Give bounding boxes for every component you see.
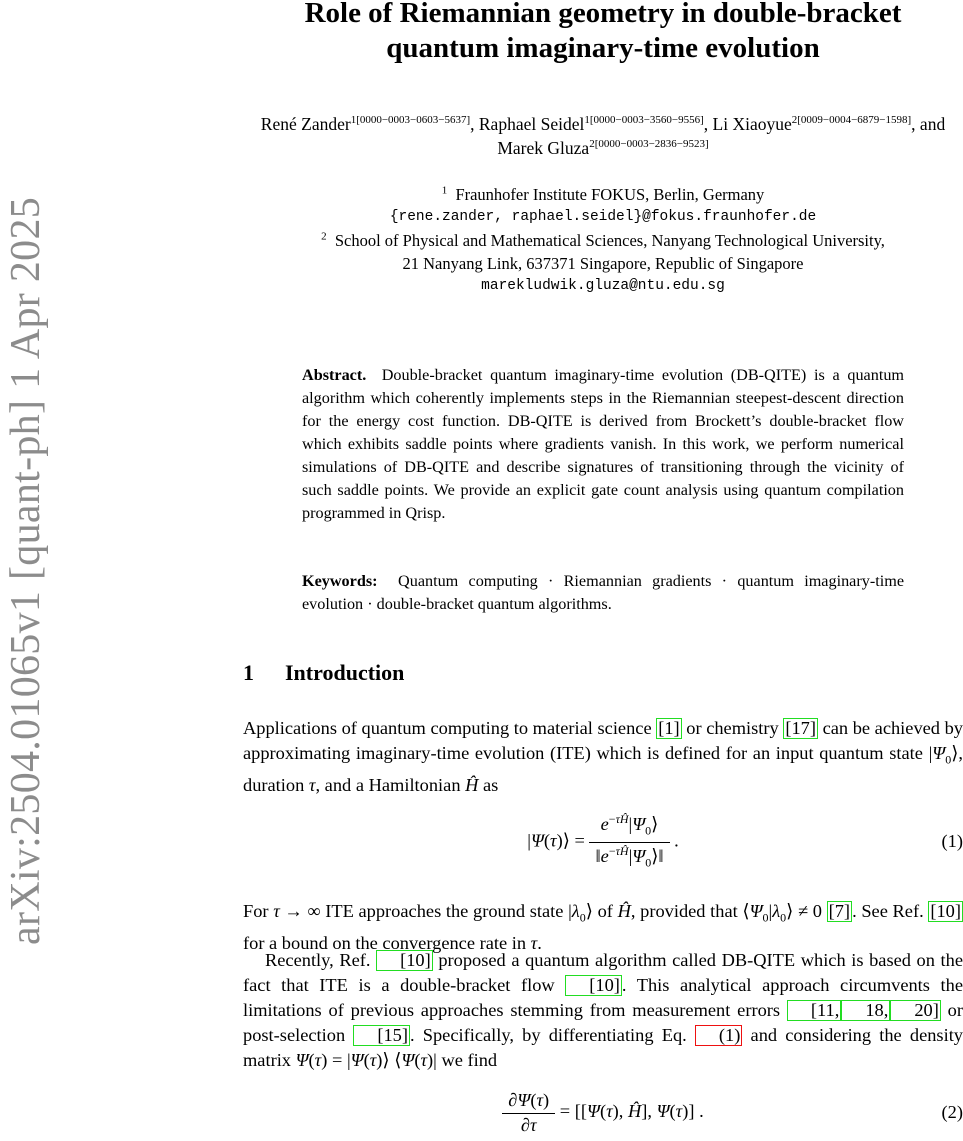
- affiliation-2: $^2$ School of Physical and Mathematical Sciences, Nanyang Technological University,: [321, 230, 885, 250]
- affiliation-2-address: 21 Nanyang Link, 637371 Singapore, Republic of Singapore: [402, 254, 804, 273]
- author-orcid: 1[0000−0003−0603−5637]: [350, 114, 471, 127]
- equation-1: [243, 811, 963, 874]
- equation-reference-link[interactable]: (1): [695, 1025, 742, 1046]
- author-name: Li Xiaoyue: [712, 114, 792, 134]
- author-orcid: 2[0009−0004−6879−1598]: [791, 114, 912, 127]
- author-name: Raphael Seidel: [478, 114, 585, 134]
- intro-paragraph-1: Applications of quantum computing to material science [1] or chemistry [17] can be achieved by approximating imaginary-time evolution (ITE) which is defined for an input quantum state $|\Psi_0⟩$, duration τ, and a Hamiltonian Ĥ as: [243, 718, 963, 795]
- citation-link[interactable]: [10]: [376, 950, 433, 971]
- math-inline: Ĥ: [465, 774, 479, 795]
- affiliation-1-email[interactable]: {rene.zander, raphael.seidel}@fokus.fraunhofer.de: [389, 209, 817, 225]
- math-inline: $⟨\Psi_0|\lambda_0⟩ \ne 0$: [742, 901, 822, 925]
- equation-2-number: (2): [941, 1102, 963, 1122]
- math-inline: $|\Psi_0⟩$: [928, 743, 959, 767]
- citation-link[interactable]: 18,: [841, 1000, 890, 1021]
- intro-paragraph-2: For τ → ∞ ITE approaches the ground state $|\lambda_0⟩$ of Ĥ, provided that $⟨\Psi_0|\lambda_0⟩ \ne 0$ [7] . See Ref. [10] for a bound on the convergence rate in τ.: [243, 901, 961, 953]
- citation-link[interactable]: [17]: [785, 718, 816, 738]
- section-heading: [243, 660, 404, 686]
- citation-link[interactable]: [11,: [787, 1000, 841, 1021]
- keywords-text: Quantum computing · Riemannian gradients · quantum imaginary-time evolution · double-bracket quantum algorithms.: [302, 572, 905, 613]
- abstract: [302, 364, 904, 525]
- author-list: René Zander$^{1[0000-0003-0603-5637]}$, Raphael Seidel$^{1[0000-0003-3560-9556]}$, Li Xiaoyue$^{2[0009-0004-6879-1598]}$, and Marek Gluza$^{2[0000-0003-2836-9523]}$: [260, 114, 946, 158]
- citation-link[interactable]: [1]: [658, 718, 680, 738]
- citation-link[interactable]: [7]: [828, 901, 851, 921]
- citation-link[interactable]: [10]: [930, 901, 961, 921]
- abstract-label: Abstract.: [302, 366, 367, 384]
- title-line-1: Role of Riemannian geometry in double-bracket: [304, 0, 902, 29]
- citation-link[interactable]: [15]: [353, 1025, 410, 1046]
- intro-paragraph-3: Recently, Ref. [10] proposed a quantum algorithm called DB-QITE which is based on the fact that ITE is a double-bracket flow [10] . This analytical approach circumvents the limitations of previous approaches stemming from measurement errors [11, 18, 20] or post-selection [15] . Specifically, by differentiating Eq. (1) and considering the density matrix Ψ(τ) = |Ψ(τ)⟩ ⟨Ψ(τ)| we find: [243, 950, 963, 1070]
- arxiv-identifier-stamp: arXiv:2504.01065v1 [quant-ph] 1 Apr 2025: [3, 196, 49, 945]
- paper-title: [243, 0, 963, 66]
- section-title: Introduction: [285, 660, 405, 685]
- math-inline: $|\lambda_0⟩$: [568, 901, 593, 925]
- affiliation-1: $^1$ Fraunhofer Institute FOKUS, Berlin, Germany: [441, 184, 765, 204]
- equation-1-number: (1): [941, 831, 963, 851]
- math-inline: Ψ(τ) = |Ψ(τ)⟩ ⟨Ψ(τ)|: [295, 1050, 437, 1070]
- section-number: 1: [243, 660, 254, 685]
- keywords-label: Keywords:: [302, 572, 378, 590]
- equation-1-body: |Ψ(τ)⟩ = $\frac{e^{-\tau Ĥ}|\Psi_0⟩}{‖e^{-\tau Ĥ}|\Psi_0⟩‖}$ .: [527, 811, 679, 870]
- citation-link[interactable]: 20]: [890, 1000, 941, 1021]
- author-orcid: 1[0000−0003−3560−9556]: [584, 114, 704, 127]
- equation-2: [243, 1090, 963, 1140]
- keywords: [302, 570, 904, 616]
- math-inline: Ĥ: [617, 901, 631, 921]
- title-line-2: quantum imaginary-time evolution: [386, 32, 820, 64]
- math-inline: τ → ∞: [273, 901, 321, 921]
- author-name: René Zander: [260, 114, 351, 134]
- author-name: Marek Gluza: [497, 138, 590, 158]
- affiliation-2-email[interactable]: marekludwik.gluza@ntu.edu.sg: [481, 278, 725, 294]
- author-orcid: 2[0000−0003−2836−9523]: [589, 138, 709, 151]
- math-inline: τ: [308, 774, 316, 795]
- equation-2-body: $\frac{\partial\Psi(\tau)}{\partial\tau}$ = [[Ψ(τ), Ĥ], Ψ(τ)] .: [243, 1090, 963, 1136]
- math-inline: τ: [530, 932, 538, 953]
- abstract-text: Double-bracket quantum imaginary-time evolution (DB-QITE) is a quantum algorithm which coherently implements steps in the Riemannian steepest-descent direction for the energy cost function. DB-QITE is derived from Brockett’s double-bracket flow which exhibits saddle points where gradients vanish. In this work, we perform numerical simulations of DB-QITE and describe signatures of transitioning through the vicinity of such saddle points. We provide an explicit gate count analysis using quantum compilation programmed in Qrisp.: [302, 366, 905, 522]
- citation-link[interactable]: [10]: [565, 975, 622, 996]
